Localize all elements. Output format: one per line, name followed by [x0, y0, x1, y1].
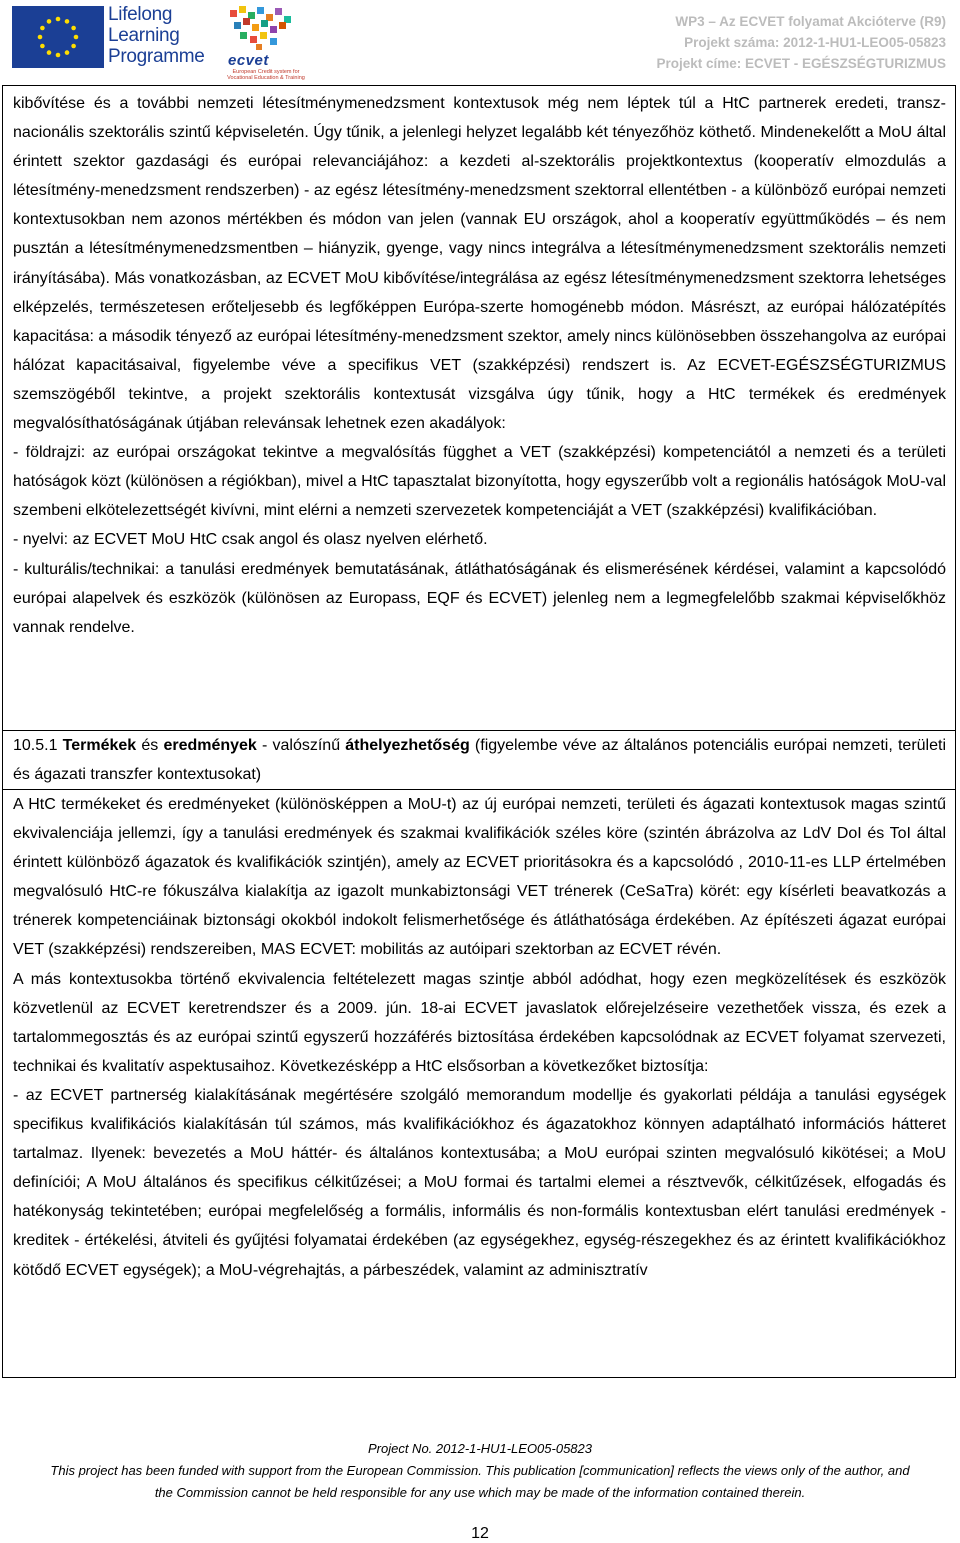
heading-text: és	[141, 737, 159, 754]
footer-project-no: Project No. 2012-1-HU1-LEO05-05823	[367, 1441, 592, 1456]
paragraph: A más kontextusokba történő ekvivalencia feltételezett magas szintje abból adódhat, hogy ezen megközelítések és eszközök közvetlenül az ECVET keretrendszer és a 2009. jún. 18-ai ECVET javaslatok előrejelzéseire vezethetőek vissza, és ezek a tartalommegosztás és az európai szintű egyszerű hozzáférés biztosítása érdekében kapcsolódnak az ECVET folyamat szervezeti, technikai és kvalitatív aspektusaihoz. Következésképp a HtC elsősorban a következőket biztosítja:	[13, 970, 946, 1075]
paragraph: - földrajzi: az európai országokat tekintve a megvalósítás függhet a VET (szakképzési) kompetenciától a nemzeti és a területi hatóságok közt (különösen a régiókban), mivel a HtC tapasztalat bizonyította, hogy egyszerűbb volt a regionális hatóságok MoU-val szembeni elkötelezettségét kivívni, mint elérni a nemzeti szervezetek kompetenciáját a VET (szakképzési) kvalifikációban.	[13, 444, 946, 520]
text-block-2	[13, 790, 946, 1285]
heading-bold-term: áthelyezhetőség	[345, 737, 470, 754]
header-project-info	[656, 11, 946, 74]
footer-disclaimer-line1: This project has been funded with support from the European Commission. This publication [communication] reflects the views only of the author, and	[50, 1463, 910, 1478]
llp-line: Programme	[108, 46, 205, 67]
ecvet-wordmark: ecvet	[228, 52, 269, 69]
paragraph: kibővítése és a további nemzeti létesítménymenedzsment kontextusok még nem léptek túl a HtC partnerek eredeti, transz-nacionális szektorális szintű képviseletén. Úgy tűnik, a jelenlegi helyzet legalább két tényezőhöz köthető. Mindenekelőtt a MoU által érintett szektor gazdasági és európai relevanciájához: a kezdeti al-szektorális projektkontextus (kooperatív elmozdulás a létesítmény-menedzsment rendszerben) - az egész létesítmény-menedzsment szektorral ellentétben - a különböző európai nemzeti kontextusokban nem azonos mértékben és módon van jelen (vannak EU országok, ahol a kooperatív együttműködés – és nem pusztán a létesítménymenedzsmentben – hiányzik, gyenge, vagy nincs integrálva a létesítménymenedzsment szektorális nemzeti irányításába). Más vonatkozásban, az ECVET MoU kibővítése/integrálása az egész létesítménymenedzsment szektorra lehetséges elképzelés, természetesen erőteljesebb és legfőképpen Európa-szerte homogénebb módon. Másrészt, az európai hálózatépítés kapacitása: a második tényező az európai létesítmény-menedzsment szektor, amely nincs különösebben összehangolva az európai hálózat kapacitásaival, figyelembe véve a specifikus VET (szakképzési) rendszert is. Az ECVET-EGÉSZSÉGTURIZMUS szemszögéből tekintve, a projekt szektorális kontextusát vizsgálva úgy tűnik, hogy a HtC termékek és eredmények megvalósíthatóságának útjában relevánsak lehetnek ezen akadályok:	[13, 95, 946, 433]
header-project-title: Projekt címe: ECVET - EGÉSZSÉGTURIZMUS	[656, 56, 946, 71]
ecvet-subtitle: European Credit system for Vocational Education & Training	[227, 69, 305, 81]
paragraph: A HtC termékeket és eredményeket (különösképpen a MoU-t) az új európai nemzeti, területi és ágazati kontextusok magas szintű ekvivalenciája jellemzi, így a tanulási eredmények és szakmai kvalifikációk széles köre (szintén ábrázolva az LdV DoI és ToI által érintett különböző ágazatok és kvalifikációk szintjén), amely az ECVET prioritásokra és a kapcsolódó , 2010-11-es LLP értelmében megvalósuló HtC-re fókuszálva kialakítja az igazolt munkabiztonsági VET trénerek (CeSaTra) körét: egy kísérleti beavatkozás a trénerek kompetenciáinak biztonsági okokból indokolt felismerhetősége és átláthatósága érdekében. Az építészeti ágazat európai VET (szakképzési) rendszereiben, MAS ECVET: mobilitás az autóipari szektorban az ECVET révén.	[13, 796, 946, 959]
paragraph: - az ECVET partnerség kialakításának megértésére szolgáló memorandum modellje és gyakorlati példája a tanulási egységek specifikus kvalifikációs kialakításán túl számos, más kvalifikációkhoz és ágazatokhoz könnyen adaptálható információs hátteret tartalmaz. Ilyenek: bevezetés a MoU háttér- és általános kontextusába; a MoU európai szinten megvalósuló kikötései; a MoU definíciói; A MoU általános és specifikus célkitűzései; a MoU formai és tartalmi elemei a résztvevők, célkitűzések, elfogadás és hatékonyság tekintetében; európai megfelelőség a formális, informális és non-formális kontextusban elért tanulási eredmények - kreditek - értékelési, átviteli és gyűjtési folyamatai érdekében (az egységekhez, egység-részegekhez és az érintett kvalifikációkhoz kötődő ECVET egységek); a MoU-végrehajtás, a párbeszédek, valamint az adminisztratív	[13, 1086, 946, 1279]
section-heading	[13, 731, 946, 789]
text-block-1	[13, 89, 946, 642]
llp-line: Lifelong	[108, 4, 173, 25]
header-wp-title: WP3 – Az ECVET folyamat Akcióterve (R9)	[675, 14, 946, 29]
paragraph: - kulturális/technikai: a tanulási eredmények bemutatásának, átláthatóságának és elismerésének kérdései, valamint a kapcsolódó európai alapelvek és eszközök (különösen az Europass, EQF és ECVET) jelenleg nem a legmegfelelőbb szakmai képviselőkhöz vannak rendelve.	[13, 560, 946, 636]
page-number: 12	[471, 1525, 489, 1542]
header-project-number: Projekt száma: 2012-1-HU1-LEO05-05823	[684, 35, 946, 50]
footer-disclaimer-line2: the Commission cannot be held responsible for any use which may be made of the information contained therein.	[154, 1485, 806, 1500]
section-number: 10.5.1	[13, 737, 58, 754]
llp-logo-text	[108, 4, 205, 67]
paragraph: - nyelvi: az ECVET MoU HtC csak angol és olasz nyelven elérhető.	[13, 531, 488, 549]
eu-stars-icon	[12, 6, 104, 68]
heading-bold-term: Termékek	[62, 737, 137, 754]
eu-flag-logo	[12, 6, 104, 68]
heading-text: - valószínű	[262, 737, 341, 754]
heading-bold-term: eredmények	[163, 737, 257, 754]
page-header	[0, 0, 960, 86]
llp-line: Learning	[108, 25, 180, 46]
heading-text: (figyelembe véve az általános potenciális európai nemzeti, területi és ágazati transzfer kontextusokat)	[13, 737, 946, 784]
